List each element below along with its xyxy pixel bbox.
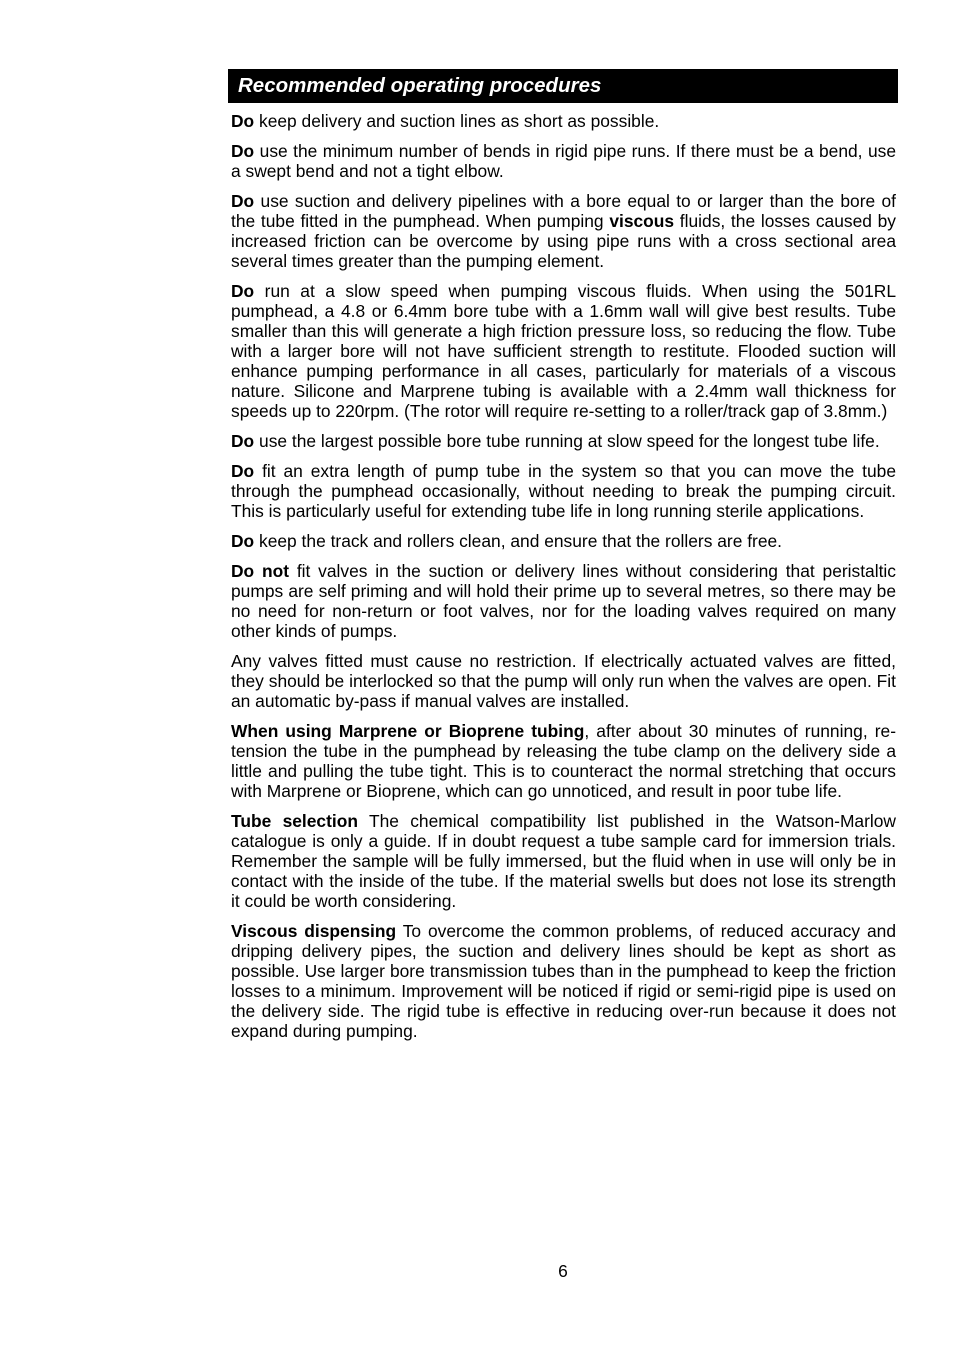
paragraph-text: use suction and delivery pipelines with a bore equal to or larger than the bore of the tube fitted in the pumphead. When pumping <box>231 191 896 231</box>
paragraph-lead: Do <box>231 141 255 161</box>
paragraph-text: Any valves fitted must cause no restriction. If electrically actuated valves are fitted, they should be interlocked so that the pump will only run when the valves are open. Fit an automatic by-pass if manual valves are installed. <box>231 651 896 711</box>
section-header-bar <box>228 69 898 103</box>
procedures-body <box>231 111 896 1051</box>
procedure-paragraph <box>231 141 896 181</box>
procedure-paragraph <box>231 191 896 271</box>
paragraph-text: fit valves in the suction or delivery lines without considering that peristaltic pumps are self priming and will hold their prime up to several metres, so there may be no need for non-return or foot valves, nor for the loading valves required on many other kinds of pumps. <box>231 561 896 641</box>
section-heading: Recommended operating procedures <box>238 74 602 97</box>
paragraph-lead: Viscous dispensing <box>231 921 397 941</box>
paragraph-text: use the largest possible bore tube running at slow speed for the longest tube life. <box>254 431 880 451</box>
paragraph-text: fluids, the losses caused by increased friction can be overcome by using pipe runs with a cross sectional area several times greater than the pumping element. <box>231 211 896 271</box>
paragraph-text: To overcome the common problems, of reduced accuracy and dripping delivery pipes, the suction and delivery lines should be kept as short as possible. Use larger bore transmission tubes than in the pumphead to keep the friction losses to a minimum. Improvement will be noticed if rigid or semi-rigid pipe is used on the delivery side. The rigid tube is effective in reducing over-run because it does not expand during pumping. <box>231 921 896 1041</box>
procedure-paragraph <box>231 431 896 451</box>
paragraph-text: , after about 30 minutes of running, re-tension the tube in the pumphead by releasing the tube clamp on the delivery side a little and pulling the tube tight. This is to counteract the normal stretching that occurs with Marprene or Bioprene, which can go unnoticed, and result in poor tube life. <box>231 721 896 801</box>
paragraph-text: fit an extra length of pump tube in the system so that you can move the tube through the pumphead occasionally, without needing to break the pumping circuit. This is particularly useful for extending tube life in long running sterile applications. <box>231 461 896 521</box>
paragraph-text: keep the track and rollers clean, and ensure that the rollers are free. <box>254 531 782 551</box>
paragraph-lead: Do <box>231 431 255 451</box>
page-number: 6 <box>558 1261 568 1281</box>
procedure-paragraph <box>231 921 896 1041</box>
paragraph-lead: Do <box>231 281 255 301</box>
paragraph-lead: When using Marprene or Bioprene tubing <box>231 721 585 741</box>
paragraph-text: run at a slow speed when pumping viscous fluids. When using the 501RL pumphead, a 4.8 or 6.4mm bore tube with a 1.6mm wall will give best results. Tube smaller than this will generate a high friction pressure loss, so reducing the flow. Tube with a larger bore will not have sufficient strength to restitute. Flooded suction will enhance pumping performance in all cases, particularly for materials of a viscous nature. Silicone and Marprene tubing is available with a 2.4mm wall thickness for speeds up to 220rpm. (The rotor will require re-setting to a roller/track gap of 3.8mm.) <box>231 281 896 421</box>
paragraph-lead: Do <box>231 191 255 211</box>
procedure-paragraph <box>231 461 896 521</box>
procedure-paragraph <box>231 561 896 641</box>
paragraph-lead: Tube selection <box>231 811 358 831</box>
paragraph-text: keep delivery and suction lines as short as possible. <box>254 111 660 131</box>
procedure-paragraph <box>231 111 896 131</box>
paragraph-lead: Do <box>231 531 255 551</box>
procedure-paragraph <box>231 651 896 711</box>
procedure-paragraph <box>231 531 896 551</box>
paragraph-lead: Do not <box>231 561 290 581</box>
paragraph-text: use the minimum number of bends in rigid pipe runs. If there must be a bend, use a swept bend and not a tight elbow. <box>231 141 896 181</box>
procedure-paragraph <box>231 721 896 801</box>
paragraph-lead: Do <box>231 111 255 131</box>
procedure-paragraph <box>231 281 896 421</box>
paragraph-text: The chemical compatibility list published in the Watson-Marlow catalogue is only a guide. If in doubt request a tube sample card for immersion trials. Remember the sample will be fully immersed, but the fluid when in use will only be in contact with the inside of the tube. If the material swells but does not lose its strength it could be worth considering. <box>231 811 896 911</box>
paragraph-emphasis: viscous <box>609 211 675 231</box>
procedure-paragraph <box>231 811 896 911</box>
paragraph-lead: Do <box>231 461 255 481</box>
